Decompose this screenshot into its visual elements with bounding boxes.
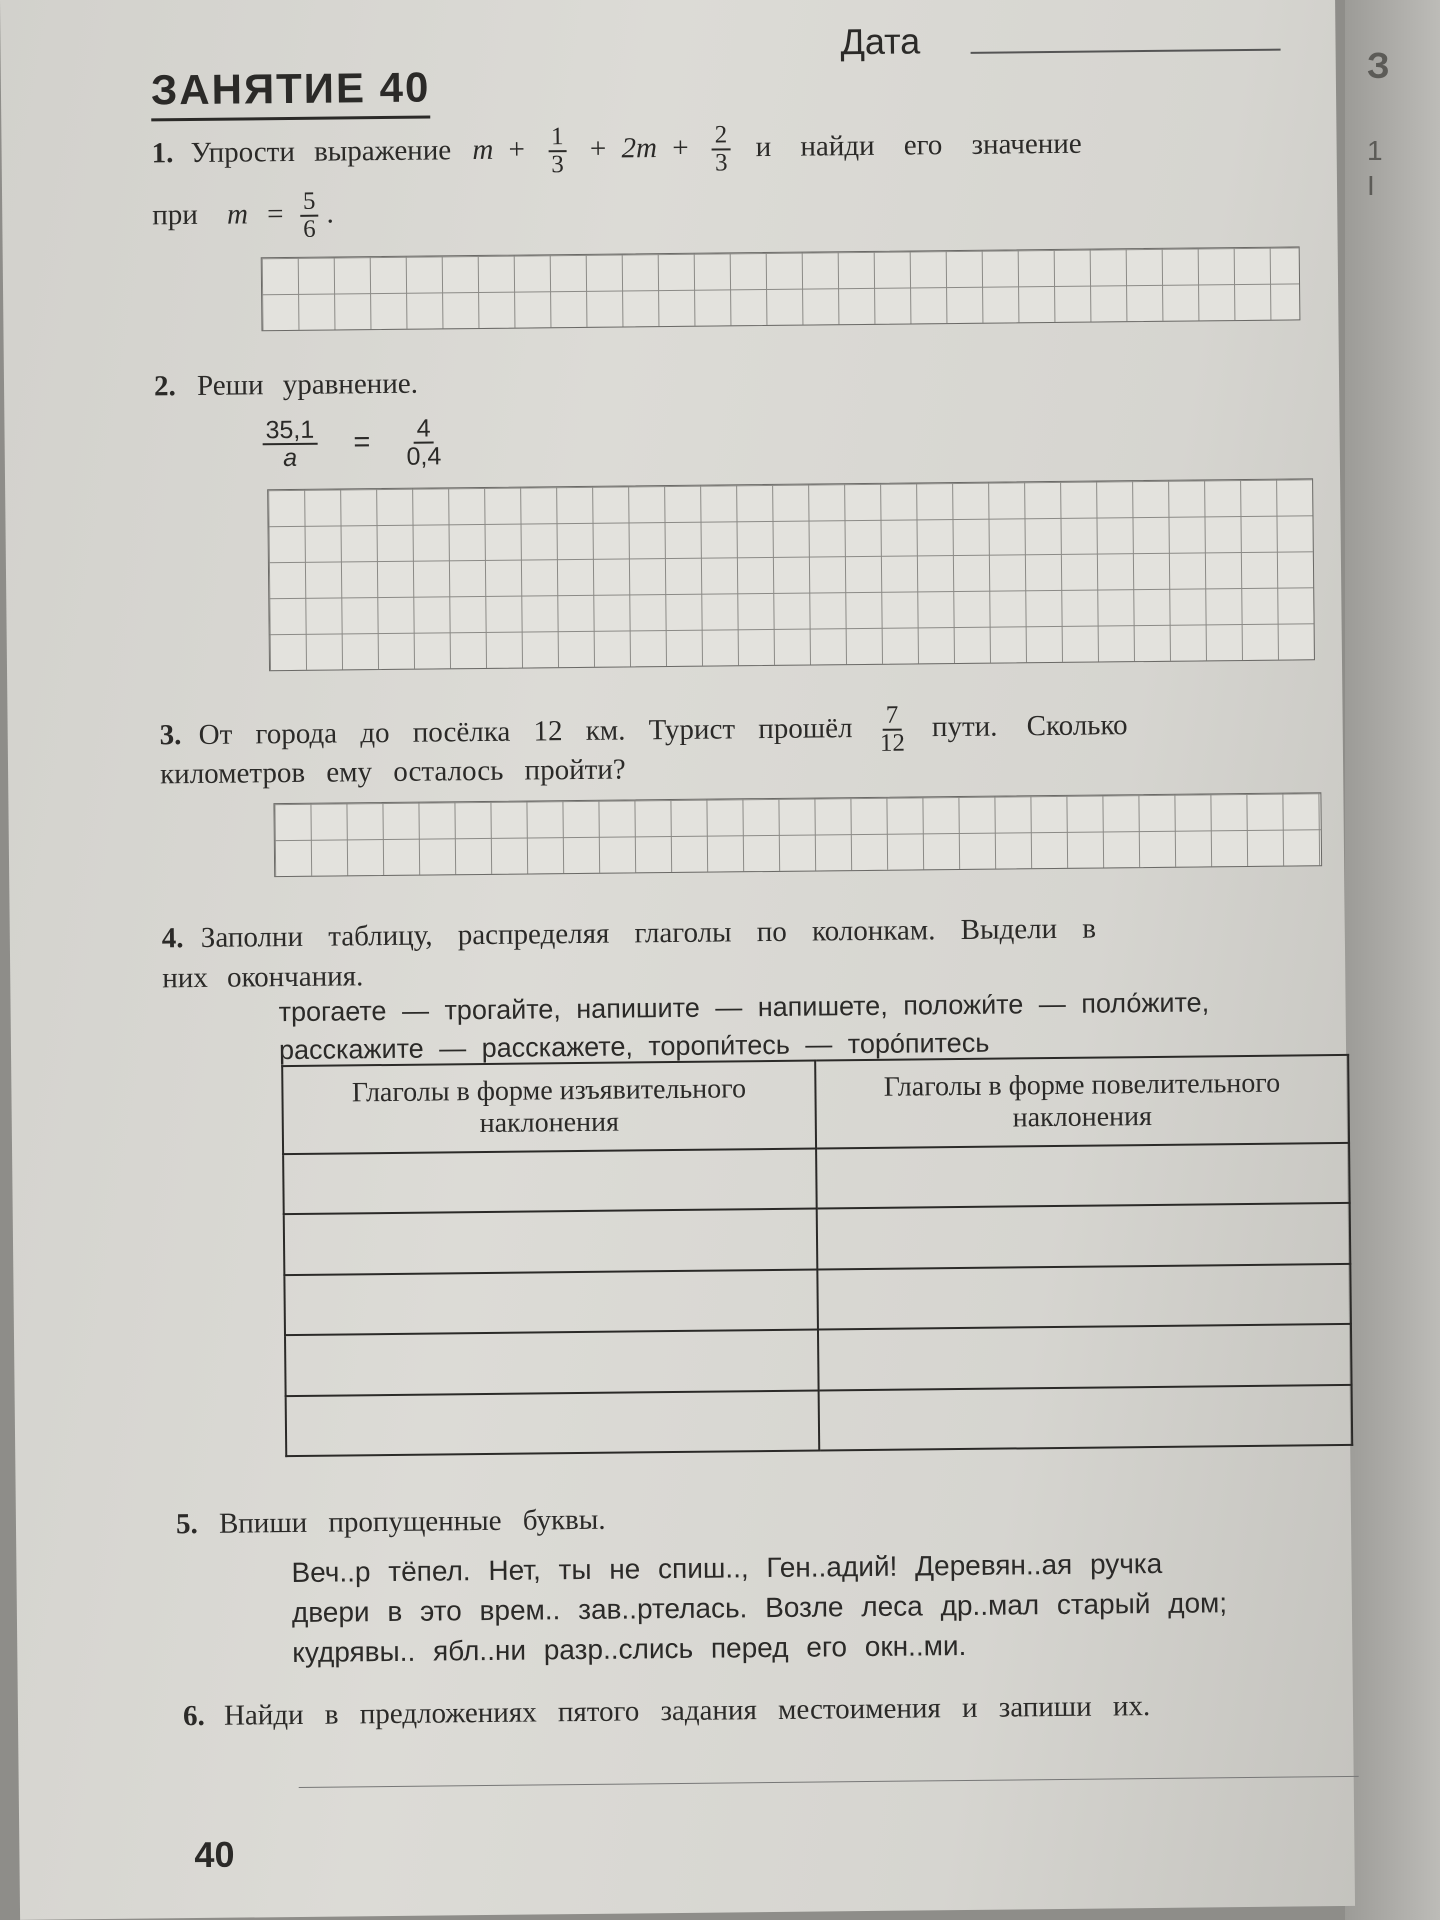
- task-text: пути. Сколько: [931, 709, 1128, 744]
- task-text: Впиши пропущенные буквы.: [218, 1503, 606, 1540]
- task-text: Найди в предложениях пятого задания местоимения и запиши их.: [223, 1690, 1151, 1732]
- table-header-row: [282, 1055, 1349, 1154]
- fraction: $\frac{4}{0,4}$: [406, 414, 442, 472]
- fraction: $\frac{2}{3}$: [712, 122, 731, 177]
- next-page-fragment: I: [1367, 170, 1375, 201]
- table-row: [286, 1384, 1353, 1456]
- fraction: $\frac{35,1}{a}$: [262, 417, 317, 472]
- math-op: +: [672, 131, 689, 164]
- answer-grid-1[interactable]: [261, 246, 1301, 331]
- math-eq: =: [353, 426, 371, 459]
- fraction: $\frac{1}{3}$: [548, 124, 567, 179]
- fraction: $\frac{5}{6}$: [300, 189, 319, 244]
- exercise-line-2: двери в это врем.. зав..ртелась. Возле леса др..мал старый дом;: [291, 1587, 1228, 1629]
- verb-list-line-2: расскажите — расскажете, торопи́тесь — торо́питесь: [278, 1027, 990, 1066]
- table-cell[interactable]: [284, 1209, 818, 1275]
- task-number: 2.: [153, 370, 176, 403]
- math-op: +: [508, 133, 526, 166]
- column-header-imperative: Глаголы в форме повелительного наклонения: [815, 1055, 1349, 1149]
- exercise-line-1: Веч..р тёпел. Нет, ты не спиш.., Ген..адий! Деревян..ая ручка: [291, 1547, 1163, 1589]
- task-text: при: [152, 198, 198, 232]
- answer-grid-3[interactable]: [273, 792, 1322, 877]
- answer-grid-2[interactable]: [267, 478, 1315, 671]
- table-row: [284, 1264, 1351, 1336]
- table-row: [284, 1203, 1351, 1275]
- next-page-fragment: 1: [1367, 135, 1383, 166]
- table-cell[interactable]: [819, 1384, 1353, 1450]
- task-text: и найди его значение: [755, 127, 1082, 164]
- table-cell[interactable]: [818, 1324, 1352, 1390]
- math-op: +: [589, 132, 607, 165]
- table-row: [285, 1324, 1352, 1396]
- task-5: [176, 1502, 606, 1544]
- fraction: $\frac{7}{12}$: [879, 701, 906, 758]
- math-dot: .: [326, 197, 334, 230]
- table-cell[interactable]: [283, 1149, 817, 1215]
- equation: [254, 415, 449, 472]
- task-3-line-2: километров ему осталось пройти?: [159, 753, 626, 791]
- page-number: 40: [194, 1833, 235, 1876]
- task-1: [151, 119, 1082, 183]
- task-number: 4.: [161, 922, 184, 955]
- task-number: 3.: [159, 719, 182, 752]
- lesson-title: ЗАНЯТИЕ 40: [151, 63, 431, 121]
- math-term: 2m: [621, 132, 658, 165]
- task-text: Упрости выражение: [190, 134, 452, 169]
- task-text: От города до посёлка 12 км. Турист прошёл: [198, 712, 853, 751]
- date-line[interactable]: [971, 49, 1281, 54]
- task-4-line-2: них окончания.: [162, 960, 364, 995]
- exercise-line-3: кудрявы.. ябл..ни разр..слись перед его окн..ми.: [292, 1629, 967, 1669]
- task-number: 6.: [182, 1699, 205, 1733]
- answer-line-6[interactable]: [299, 1776, 1359, 1788]
- verb-list-line-1: трогаете — трогайте, напишите — напишете, положи́те — поло́жите,: [278, 987, 1210, 1028]
- column-header-indicative: Глаголы в форме изъявительного наклонения: [282, 1061, 816, 1155]
- table-cell[interactable]: [284, 1269, 818, 1335]
- next-page-edge: [1345, 0, 1440, 1920]
- math-var: m: [472, 133, 494, 166]
- table-cell[interactable]: [817, 1203, 1351, 1269]
- task-text: Реши уравнение.: [196, 367, 419, 402]
- table-cell[interactable]: [285, 1330, 819, 1396]
- task-number: 1.: [151, 137, 174, 170]
- task-number: 5.: [175, 1508, 198, 1541]
- task-4: [162, 911, 1097, 958]
- task-6: [183, 1688, 1151, 1736]
- table-cell[interactable]: [286, 1390, 820, 1456]
- task-1-line-2: [152, 189, 334, 245]
- table-cell[interactable]: [816, 1143, 1350, 1209]
- table-row: [283, 1143, 1350, 1215]
- next-page-fragment: З: [1367, 45, 1390, 86]
- task-text: Заполни таблицу, распределяя глаголы по колонкам. Выдели в: [200, 912, 1097, 954]
- math-eq: m =: [226, 197, 285, 231]
- table-cell[interactable]: [817, 1264, 1351, 1330]
- task-2: [154, 366, 418, 406]
- date-label: Дата: [840, 20, 921, 63]
- verbs-table: [281, 1054, 1353, 1457]
